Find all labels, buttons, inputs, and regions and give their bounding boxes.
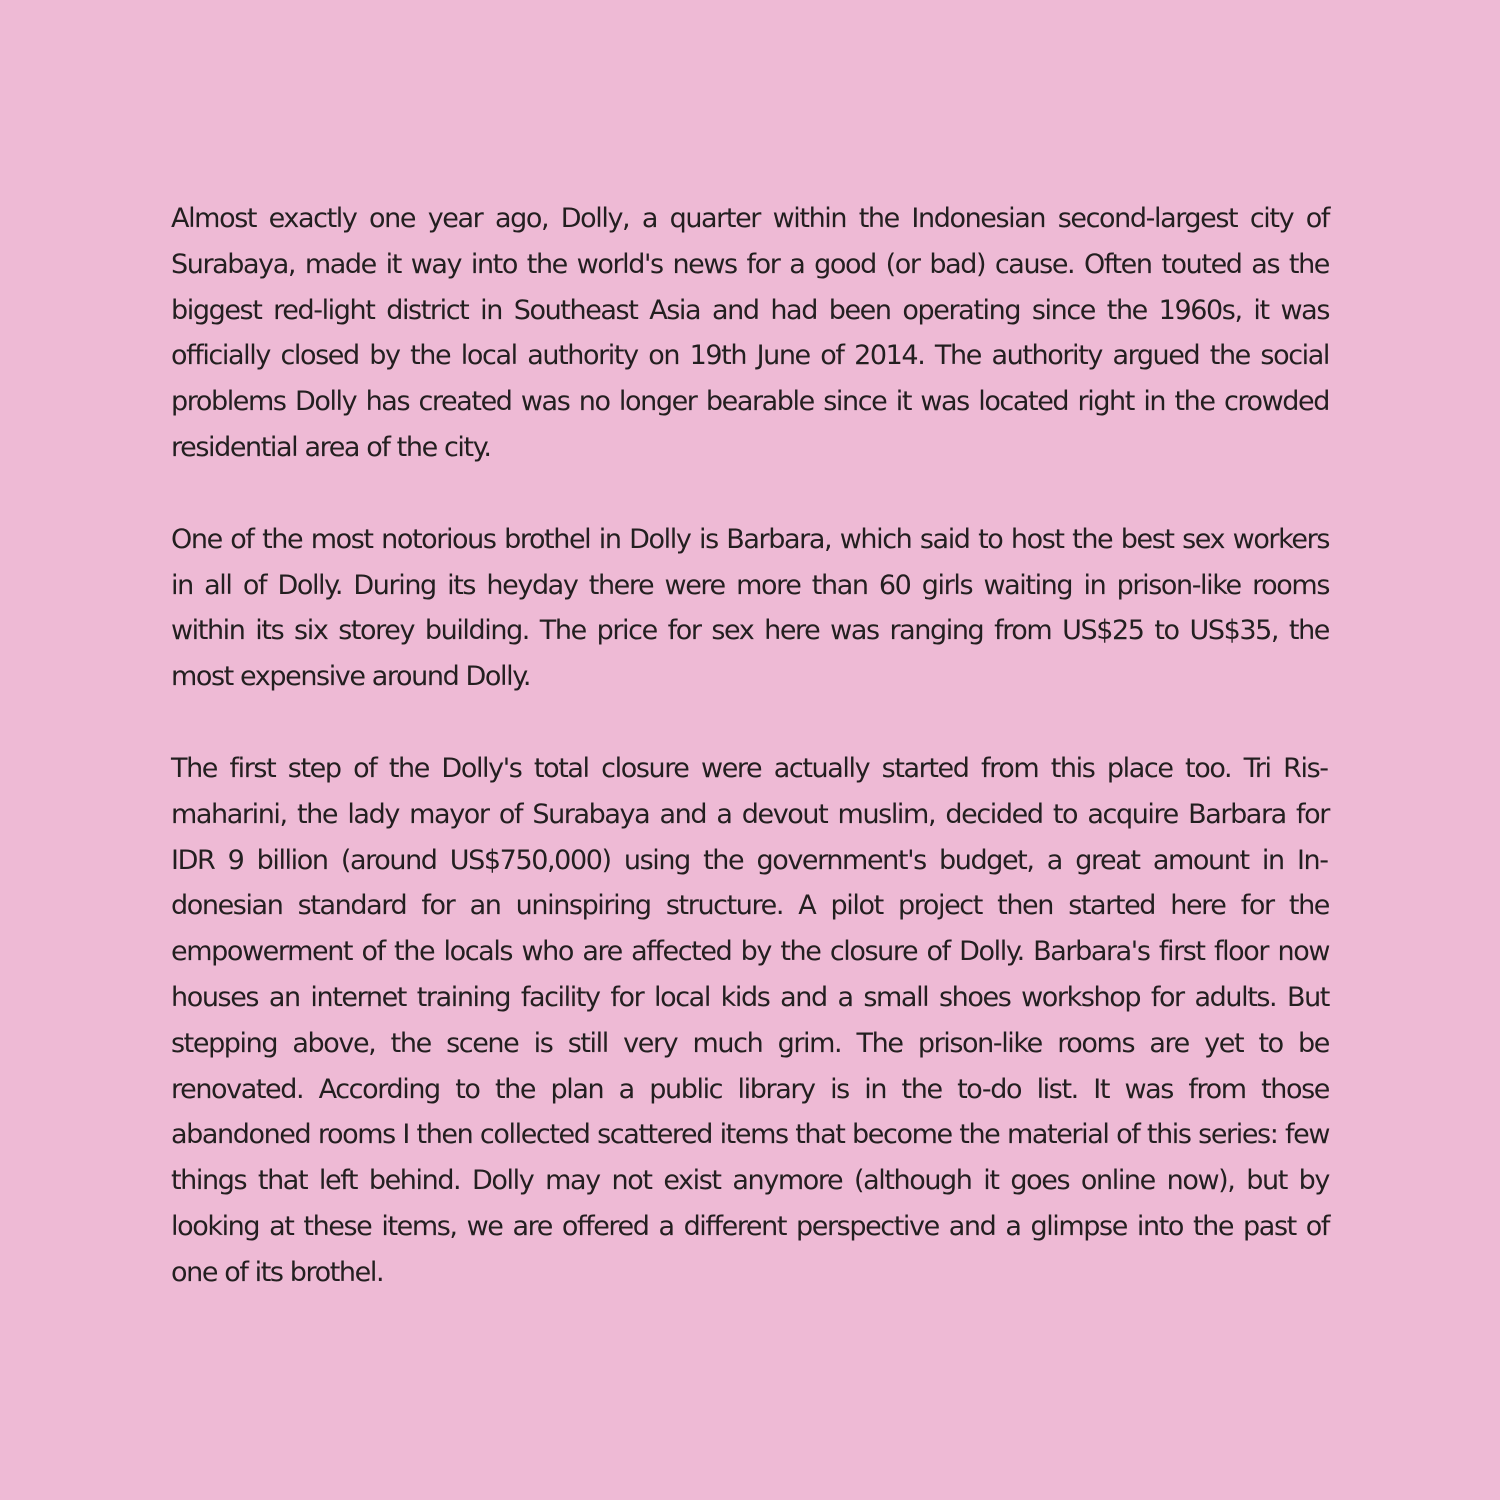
document-body: [171, 196, 1329, 1296]
paragraph-barbara-brothel: One of the most notorious brothel in Dolly is Barbara, which said to host the best sex workers in all of Dolly. During its heyday there were more than 60 girls waiting in prison-like rooms within its six storey building. The price for sex here was ranging from US$25 to US$35, the most expensive around Dolly.: [171, 523, 1329, 693]
paragraph-dolly-closure: Almost exactly one year ago, Dolly, a quarter within the Indonesian second-largest city of Surabaya, made it way into the world's news for a good (or bad) cause. Often touted as the biggest red-light district in Southeast Asia and had been operating since the 1960s, it was officially closed by the local authority on 19th June of 2014. The authority argued the social problems Dolly has created was no longer bearable since it was located right in the crowded residential area of the city.: [171, 203, 1329, 463]
paragraph-barbara-acquisition: The first step of the Dolly's total closure were actually started from this place too. Tri Rismaharini, the lady mayor of Surabaya and a devout muslim, decided to acquire Barbara for IDR 9 billion (around US$750,000) using the government's budget, a great amount in Indonesian standard for an uninspiring structure. A pilot project then started here for the empowerment of the locals who are affected by the closure of Dolly. Barbara's first floor now houses an internet training facility for local kids and a small shoes workshop for adults. But stepping above, the scene is still very much grim. The prison-like rooms are yet to be renovated. According to the plan a public library is in the to-do list. It was from those abandoned rooms I then collected scattered items that become the material of this series: few things that left behind. Dolly may not exist anymore (although it goes online now), but by looking at these items, we are offered a different perspective and a glimpse into the past of one of its brothel.: [171, 752, 1329, 1288]
